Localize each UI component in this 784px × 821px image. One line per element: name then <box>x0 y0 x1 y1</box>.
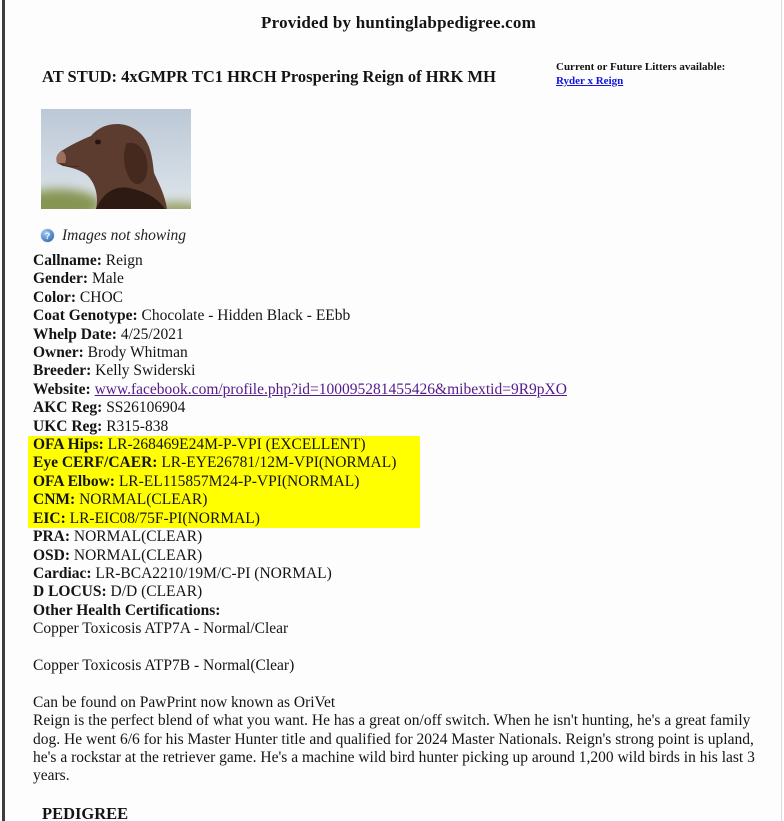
field-row <box>33 270 764 288</box>
field-label: Owner: <box>33 344 84 362</box>
field-label: Whelp Date: <box>33 325 117 343</box>
field-value: LR-268469E24M-P-VPI (EXCELLENT) <box>107 436 366 454</box>
field-row <box>33 418 764 436</box>
field-label: D LOCUS: <box>33 583 107 601</box>
field-row <box>33 547 764 565</box>
field-label: Color: <box>33 288 77 306</box>
field-value: NORMAL(CLEAR) <box>79 491 208 509</box>
field-row <box>33 620 764 638</box>
field-row <box>33 252 764 270</box>
field-value: Reign <box>105 252 143 269</box>
field-row <box>28 454 420 472</box>
field-value: Copper Toxicosis ATP7A - Normal/Clear <box>33 620 289 638</box>
field-row <box>28 491 420 509</box>
page-title: Provided by huntinglabpedigree.com <box>261 13 536 32</box>
field-row <box>33 602 764 620</box>
field-label: CNM: <box>33 491 76 509</box>
field-value: LR-BCA2210/19M/C-PI (NORMAL) <box>95 564 332 582</box>
field-row <box>33 657 764 675</box>
description-paragraph <box>33 694 775 786</box>
field-label: Gender: <box>33 270 89 288</box>
field-row <box>33 583 764 601</box>
field-row <box>28 510 420 528</box>
field-row <box>33 362 764 380</box>
field-label: OFA Elbow: <box>33 472 115 490</box>
field-value: Chocolate - Hidden Black - EEbb <box>141 307 351 325</box>
field-row <box>33 399 764 417</box>
field-value: LR-EYE26781/12M-VPI(NORMAL) <box>161 454 397 472</box>
field-value: NORMAL(CLEAR) <box>73 528 203 546</box>
field-value: Male <box>91 270 124 288</box>
description-line-1: Can be found on PawPrint now known as OriVet <box>33 693 336 711</box>
field-label: OSD: <box>33 546 71 564</box>
field-label: Cardiac: <box>33 564 92 582</box>
field-row <box>33 289 764 307</box>
stud-title: AT STUD: 4xGMPR TC1 HRCH Prospering Reign of HRK MH <box>42 67 496 86</box>
field-label: PRA: <box>33 528 71 546</box>
stud-header-row <box>33 61 764 87</box>
field-row <box>33 326 764 344</box>
field-label: Other Health Certifications: <box>33 601 221 619</box>
field-value: 4/25/2021 <box>120 325 184 343</box>
field-value: SS26106904 <box>106 399 186 417</box>
field-label: EIC: <box>33 509 66 527</box>
description-body: Reign is the perfect blend of what you want. He has a great on/off switch. When he isn't hunting, he's a great family dog. He went 6/6 for his Master Hunter title and qualified for 2024 Master Nationals. Reign's strong point is upland, he's a rockstar at the retriever game. He's a machine wild bird hunter picking up around 1,200 wild birds in his last 3 years. <box>33 712 755 785</box>
field-value: R315-838 <box>106 417 169 435</box>
field-value: CHOC <box>79 288 123 306</box>
field-row <box>28 473 420 491</box>
field-label: Breeder: <box>33 362 92 380</box>
field-value: LR-EL115857M24-P-VPI(NORMAL) <box>118 472 360 490</box>
field-value: Copper Toxicosis ATP7B - Normal(Clear) <box>33 656 295 674</box>
litters-box <box>556 60 771 88</box>
field-row <box>28 436 420 454</box>
field-value: D/D (CLEAR) <box>110 583 203 601</box>
field-row <box>33 381 764 399</box>
field-value: LR-EIC08/75F-PI(NORMAL) <box>69 509 260 527</box>
litters-link[interactable]: Ryder x Reign <box>556 75 624 87</box>
website-link[interactable]: www.facebook.com/profile.php?id=100095281455426&mibextid=9R9pXO <box>94 380 567 398</box>
field-value: Kelly Swiderski <box>95 362 196 380</box>
field-value: Brody Whitman <box>87 344 188 362</box>
broken-image-help-icon[interactable]: ? <box>41 229 54 242</box>
field-label: Callname: <box>33 252 102 269</box>
field-row <box>33 344 764 362</box>
images-not-showing-row <box>41 226 764 245</box>
pedigree-heading: PEDIGREE <box>42 804 129 821</box>
litters-label: Current or Future Litters available: <box>556 61 726 73</box>
field-row <box>33 565 764 583</box>
field-label: AKC Reg: <box>33 399 103 417</box>
field-label: OFA Hips: <box>33 436 104 454</box>
field-label: Website: <box>33 380 91 398</box>
field-label: Eye CERF/CAER: <box>33 454 158 472</box>
dog-photo <box>41 109 191 209</box>
field-row <box>33 307 764 325</box>
field-value: NORMAL(CLEAR) <box>73 546 203 564</box>
field-label: Coat Genotype: <box>33 307 138 325</box>
images-not-showing-label: Images not showing <box>62 226 186 244</box>
info-fields <box>33 252 764 675</box>
field-row <box>33 528 764 546</box>
dog-photo-illustration <box>41 109 191 209</box>
field-label: UKC Reg: <box>33 417 103 435</box>
